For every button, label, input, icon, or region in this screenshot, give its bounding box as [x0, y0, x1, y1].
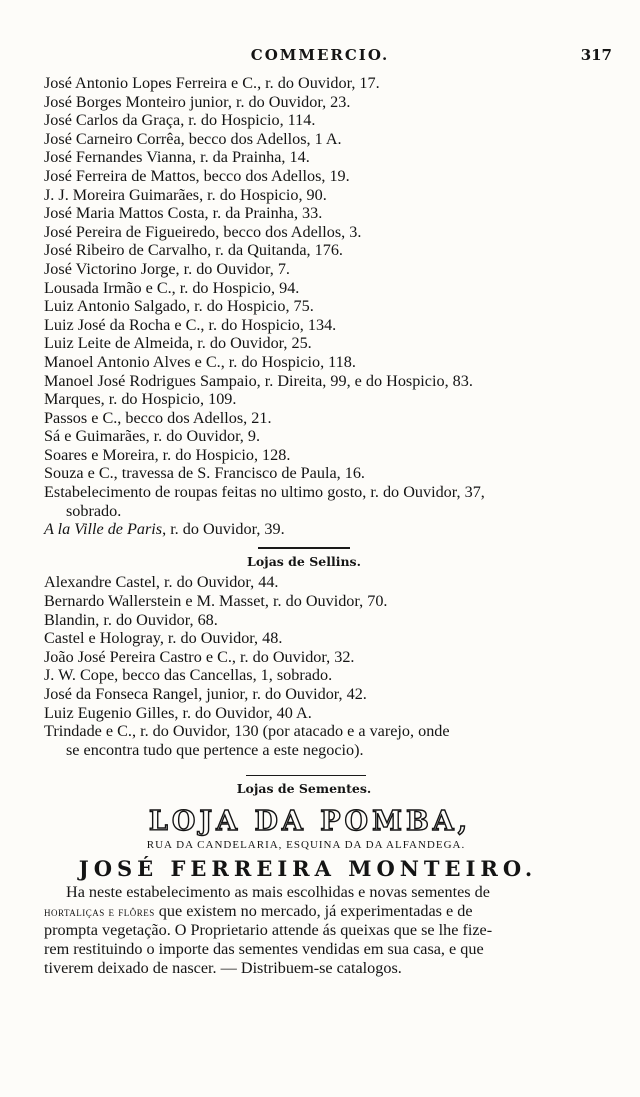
notice-smallcaps: hortaliças e flôres — [44, 903, 155, 919]
list-item: Manoel Antonio Alves e C., r. do Hospicio, 118. — [44, 352, 356, 371]
list-item: José Victorino Jorge, r. do Ouvidor, 7. — [44, 259, 290, 278]
list-item: Souza e C., travessa de S. Francisco de Paula, 16. — [44, 464, 365, 483]
section-heading-sellins: Lojas de Sellins. — [247, 553, 361, 569]
notice-text: que existem no mercado, já experimentadas e de — [154, 901, 473, 920]
list-item: J. W. Cope, becco das Cancellas, 1, sobrado. — [44, 666, 333, 685]
list-item: Estabelecimento de roupas feitas no ultimo gosto, r. do Ouvidor, 37, — [44, 483, 485, 502]
list-item: Blandin, r. do Ouvidor, 68. — [44, 610, 218, 629]
list-item: José Carneiro Corrêa, becco dos Adellos, 1 A. — [44, 129, 342, 148]
list-item: José Ribeiro de Carvalho, r. da Quitanda, 176. — [44, 241, 343, 260]
directory-entries — [44, 74, 604, 978]
notice-line: Ha neste estabelecimento as mais escolhidas e novas sementes de — [66, 882, 490, 901]
list-item — [44, 520, 604, 539]
shop-name-title: LOJA DA POMBA, — [148, 805, 472, 837]
shop-address: RUA DA CANDELARIA, ESQUINA DA DA ALFANDEGA. — [146, 838, 466, 851]
list-item-continuation: se encontra tudo que pertence a este negocio). — [66, 740, 364, 759]
list-item: Luiz Leite de Almeida, r. do Ouvidor, 25. — [44, 334, 312, 353]
list-item-continuation: sobrado. — [66, 501, 122, 520]
list-item: José Antonio Lopes Ferreira e C., r. do Ouvidor, 17. — [44, 74, 380, 92]
notice-line: prompta vegetação. O Proprietario attende ás queixas que se lhe fize- — [44, 920, 493, 939]
notice-line: rem restituindo o importe das sementes vendidas em sua casa, e que — [44, 939, 484, 958]
section-heading-sementes: Lojas de Sementes. — [236, 781, 372, 797]
list-item: José Maria Mattos Costa, r. da Prainha, 33. — [44, 204, 323, 223]
list-item: Marques, r. do Hospicio, 109. — [44, 390, 237, 409]
list-item: Alexandre Castel, r. do Ouvidor, 44. — [44, 573, 279, 592]
shop-address-text: , r. do Ouvidor, 39. — [162, 520, 285, 539]
list-item: José da Fonseca Rangel, junior, r. do Ouvidor, 42. — [44, 685, 367, 703]
page-header — [0, 46, 640, 72]
list-item: Soares e Moreira, r. do Hospicio, 128. — [44, 445, 291, 464]
list-item: Trindade e C., r. do Ouvidor, 130 (por atacado e a varejo, onde — [44, 722, 450, 741]
list-item: Passos e C., becco dos Adellos, 21. — [44, 408, 272, 427]
list-item: João José Pereira Castro e C., r. do Ouvidor, 32. — [44, 647, 355, 666]
list-item: José Carlos da Graça, r. do Hospicio, 114. — [44, 111, 316, 130]
page-number: 317 — [580, 46, 612, 64]
list-item: J. J. Moreira Guimarães, r. do Hospicio, 90. — [44, 185, 327, 204]
list-item: José Borges Monteiro junior, r. do Ouvidor, 23. — [44, 92, 351, 111]
section-divider — [246, 775, 366, 776]
list-item: Castel e Hologray, r. do Ouvidor, 48. — [44, 629, 283, 648]
running-title: COMMERCIO. — [250, 46, 390, 64]
list-item: Luiz Eugenio Gilles, r. do Ouvidor, 40 A. — [44, 703, 312, 722]
list-item: Sá e Guimarães, r. do Ouvidor, 9. — [44, 427, 261, 446]
list-item: Lousada Irmão e C., r. do Hospicio, 94. — [44, 278, 300, 297]
shop-notice — [44, 883, 604, 978]
list-item: Luiz Antonio Salgado, r. do Hospicio, 75. — [44, 297, 314, 316]
list-item: Manoel José Rodrigues Sampaio, r. Direita, 99, e do Hospicio, 83. — [44, 371, 473, 390]
list-item: José Ferreira de Mattos, becco dos Adellos, 19. — [44, 166, 350, 185]
list-item: José Fernandes Vianna, r. da Prainha, 14. — [44, 148, 310, 167]
list-item: Bernardo Wallerstein e M. Masset, r. do Ouvidor, 70. — [44, 592, 388, 611]
shop-name-italic: A la Ville de Paris — [44, 520, 163, 539]
list-item: Luiz José da Rocha e C., r. do Hospicio, 134. — [44, 315, 337, 334]
list-item: José Pereira de Figueiredo, becco dos Adellos, 3. — [44, 222, 362, 241]
notice-line — [44, 902, 604, 921]
proprietor-name: JOSÉ FERREIRA MONTEIRO. — [78, 856, 538, 882]
section-divider — [258, 547, 350, 549]
notice-line: tiverem deixado de nascer. — Distribuem-se catalogos. — [44, 958, 402, 977]
